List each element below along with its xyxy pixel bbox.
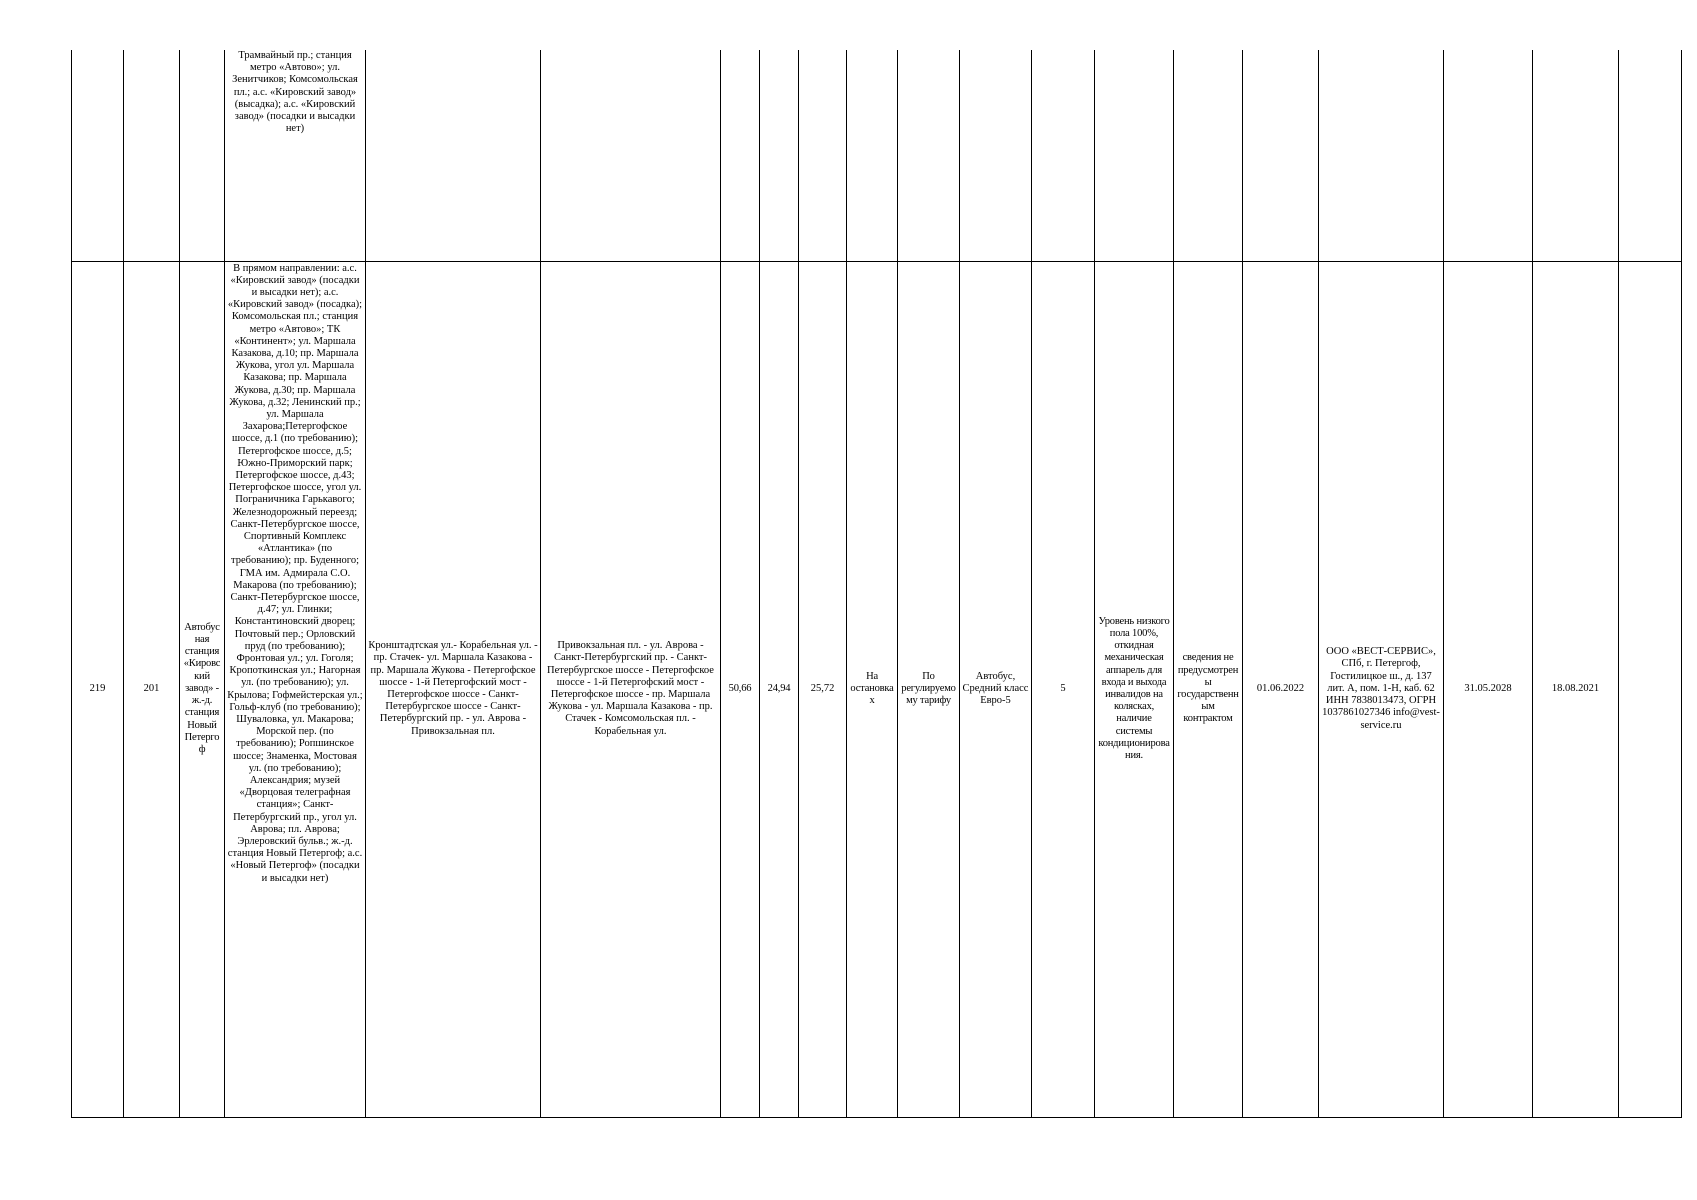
contract-info [1174, 50, 1243, 261]
length-forward: 50,66 [721, 261, 760, 1117]
tariff [898, 50, 960, 261]
vehicle-count: 5 [1032, 261, 1095, 1117]
start-date: 01.06.2022 [1243, 261, 1319, 1117]
streets-backward: Привокзальная пл. - ул. Аврова - Санкт-Петербургский пр. - Санкт-Петербургское шоссе - Петергофское шоссе - 1-й Петергофский мост - Петергофское шоссе - пр. Маршала Жукова - ул. Маршала Казакова - пр. Стачек - Комсомольская пл. - Корабельная ул. [541, 261, 721, 1117]
length-extra [799, 50, 847, 261]
carrier-info [1319, 50, 1444, 261]
start-date [1243, 50, 1319, 261]
streets-forward: Кронштадтская ул.- Корабельная ул. - пр. Стачек- ул. Маршала Казакова - пр. Маршала Жукова - Петергофское шоссе - 1-й Петергофский мост - Петергофское шоссе - Санкт-Петербургское шоссе - Санкт-Петербургский пр. - ул. Аврова - Привокзальная пл. [366, 261, 541, 1117]
length-backward: 24,94 [760, 261, 799, 1117]
change-date: 18.08.2021 [1533, 261, 1619, 1117]
stop-mode [847, 50, 898, 261]
vehicle-type [960, 50, 1032, 261]
streets-forward [366, 50, 541, 261]
route-registry-table [71, 50, 1682, 1118]
route-number: 201 [124, 261, 180, 1117]
streets-backward [541, 50, 721, 261]
table-row [72, 261, 1682, 1117]
contract-info: сведения не предусмотрены государственным контрактом [1174, 261, 1243, 1117]
length-extra: 25,72 [799, 261, 847, 1117]
vehicle-characteristics: Уровень низкого пола 100%, откидная механическая аппарель для входа и выхода инвалидов на колясках, наличие системы кондиционирования. [1095, 261, 1174, 1117]
change-date [1533, 50, 1619, 261]
route-name: Автобусная станция «Кировский завод» - ж.-д. станция Новый Петергоф [180, 261, 225, 1117]
route-reg-number [72, 50, 124, 261]
table-row [72, 50, 1682, 261]
route-stops: Трамвайный пр.; станция метро «Автово»; ул. Зенитчиков; Комсомольская пл.; а.с. «Кировский завод» (высадка); а.с. «Кировский завод» (посадки и высадки нет) [225, 50, 366, 261]
tariff: По регулируемому тарифу [898, 261, 960, 1117]
route-stops: В прямом направлении: а.с. «Кировский завод» (посадки и высадки нет); а.с. «Кировский завод» (посадка); Комсомольская пл.; станция метро «Автово»; ТК «Континент»; ул. Маршала Казакова, д.10; пр. Маршала Жукова, угол ул. Маршала Казакова; пр. Маршала Жукова, д.30; пр. Маршала Жукова, д.32; Ленинский пр.; ул. Маршала Захарова;Петергофское шоссе, д.1 (по требованию); Петергофское шоссе, д.5; Южно-Приморский парк; Петергофское шоссе, д.43; Петергофское шоссе, угол ул. Пограничника Гарькавого; Железнодорожный переезд; Санкт-Петербургское шоссе, Спортивный Комплекс «Атлантика» (по требованию); пр. Буденного; ГМА им. Адмирала С.О. Макарова (по требованию); Санкт-Петербургское шоссе, д.47; ул. Глинки; Константиновский дворец; Почтовый пер.; Орловский пруд (по требованию); Фронтовая ул.; ул. Гоголя; Кропоткинская ул.; Нагорная ул. (по требованию); ул. Крылова; Гофмейстерская ул.; Гольф-клуб (по требованию); Шуваловка, ул. Макарова; Морской пер. (по требованию); Ропшинское шоссе; Знаменка, Мостовая ул. (по требованию); Александрия; музей «Дворцовая телеграфная станция»; Санкт-Петербургский пр., угол ул. Аврова; пл. Аврова; Эрлеровский бульв.; ж.-д. станция Новый Петергоф; а.с. «Новый Петергоф» (посадки и высадки нет) [225, 261, 366, 1117]
extra-cell [1619, 261, 1682, 1117]
route-number [124, 50, 180, 261]
carrier-info: ООО «ВЕСТ-СЕРВИС», СПб, г. Петергоф, Гостилицкое ш., д. 137 лит. А, пом. 1-Н, каб. 62 ИНН 7838013473, ОГРН 1037861027346 info@vest-service.ru [1319, 261, 1444, 1117]
vehicle-characteristics [1095, 50, 1174, 261]
vehicle-count [1032, 50, 1095, 261]
route-reg-number: 219 [72, 261, 124, 1117]
stop-mode: На остановках [847, 261, 898, 1117]
end-date [1444, 50, 1533, 261]
route-name [180, 50, 225, 261]
length-backward [760, 50, 799, 261]
vehicle-type: Автобус, Средний класс Евро-5 [960, 261, 1032, 1117]
end-date: 31.05.2028 [1444, 261, 1533, 1117]
extra-cell [1619, 50, 1682, 261]
length-forward [721, 50, 760, 261]
